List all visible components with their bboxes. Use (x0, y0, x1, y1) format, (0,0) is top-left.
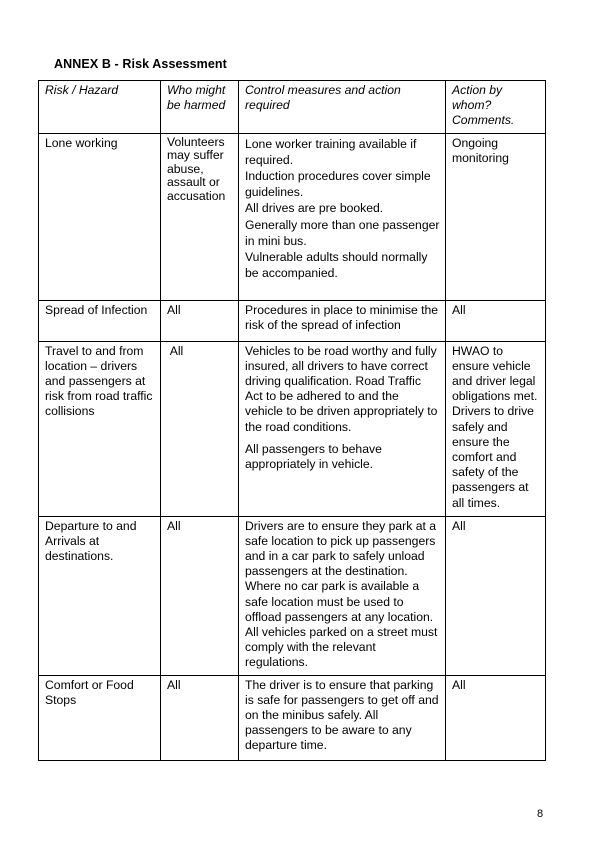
cell-who: All (161, 516, 239, 675)
header-risk-hazard: Risk / Hazard (39, 81, 161, 134)
header-control-measures: Control measures and action required (239, 81, 446, 134)
cell-risk: Travel to and from location – drivers and passengers at risk from road traffic collisions (39, 341, 161, 516)
page-number: 8 (537, 808, 544, 820)
cell-action: All (446, 300, 546, 341)
header-action-by-whom: Action by whom? Comments. (446, 81, 546, 134)
table-row (39, 133, 546, 300)
risk-assessment-table (38, 80, 546, 761)
cell-who: Volunteers may suffer abuse, assault or accusation (161, 133, 239, 300)
cell-control: The driver is to ensure that parking is safe for passengers to get off and on the minibus safely. All passengers to be aware to any departure time. (239, 675, 446, 760)
cell-who: All (161, 675, 239, 760)
cell-risk: Departure to and Arrivals at destinations. (39, 516, 161, 675)
table-row (39, 675, 546, 760)
document-title: ANNEX B - Risk Assessment (54, 57, 227, 71)
control-text: Vehicles to be road worthy and fully insured, all drivers to have correct driving qualification. Road Traffic Act to be adhered to and the vehicle to be driven appropriately to the road conditions. (245, 343, 438, 434)
cell-control: Drivers are to ensure they park at a safe location to pick up passengers and in a car park to safely unload passengers at the destination. Where no car park is available a safe location must be used to offload passengers at any location. All vehicles parked on a street must comply with the relevant regulations. (239, 516, 446, 675)
cell-who: All (161, 341, 239, 516)
table-row (39, 341, 546, 516)
cell-action: All (446, 516, 546, 675)
cell-action: Ongoing monitoring (446, 133, 546, 300)
table-row (39, 300, 546, 341)
cell-action: All (446, 675, 546, 760)
cell-control: Lone worker training available if required. Induction procedures cover simple guidelines. All drives are pre booked. Generally more than one passenger in mini bus. Vulnerable adults should normally be accompanied. (239, 133, 446, 300)
table-row (39, 516, 546, 675)
cell-control: Procedures in place to minimise the risk of the spread of infection (239, 300, 446, 341)
cell-risk: Comfort or Food Stops (39, 675, 161, 760)
table-header-row (39, 81, 546, 134)
cell-risk: Spread of Infection (39, 300, 161, 341)
cell-action: HWAO to ensure vehicle and driver legal obligations met. Drivers to drive safely and ensure the comfort and safety of the passengers at all times. (446, 341, 546, 516)
control-text-extra: All passengers to behave appropriately in vehicle. (245, 441, 382, 472)
cell-control (239, 341, 446, 516)
header-who-harmed: Who might be harmed (161, 81, 239, 134)
cell-risk: Lone working (39, 133, 161, 300)
cell-who: All (161, 300, 239, 341)
